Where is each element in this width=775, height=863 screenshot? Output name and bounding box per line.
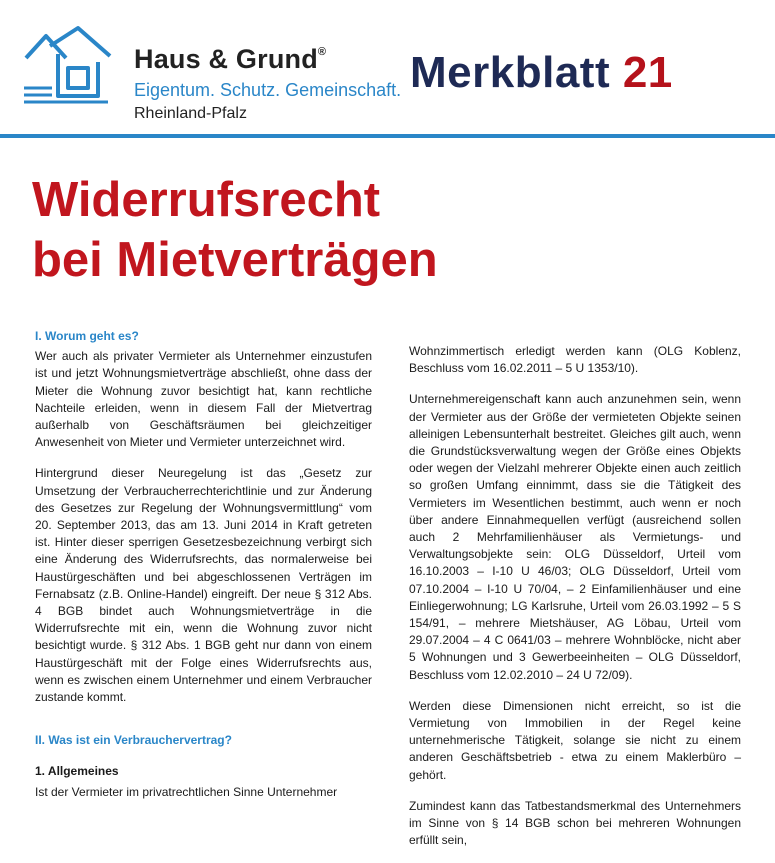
paragraph: Ist der Vermieter im privatrechtlichen Sinne Unternehmer — [35, 784, 338, 799]
left-column — [35, 328, 372, 815]
brand-slogan: Eigentum. Schutz. Gemeinschaft. — [134, 80, 402, 100]
paragraph: Werden diese Dimensionen nicht erreicht, so ist die Vermietung von Immobilien in der Regel keine unternehmerische Tätigkeit, solange sie nicht zu einem anderen Geschäftsbetrieb - etwa zu einem Maklerbüro – gehört. — [409, 698, 741, 782]
paragraph: Zumindest kann das Tatbestandsmerkmal des Unternehmers im Sinne von § 14 BGB schon bei mehreren Wohnungen erfüllt sein, — [409, 798, 741, 848]
sheet-number: 21 — [622, 48, 673, 97]
title-line-2: bei Mietverträgen — [32, 233, 438, 287]
section-heading-1: I. Worum geht es? — [35, 329, 139, 343]
page-header — [0, 0, 775, 138]
sheet-title — [410, 48, 673, 98]
sheet-label: Merkblatt — [410, 48, 611, 97]
title-line-1: Widerrufsrecht — [32, 173, 381, 227]
section-heading-2: II. Was ist ein Verbrauchervertrag? — [35, 733, 232, 748]
subsection-heading-1: 1. Allgemeines — [35, 764, 119, 779]
brand-name: Haus & Grund® — [134, 44, 327, 74]
paragraph: Wer auch als privater Vermieter als Unternehmer einzustufen ist und jetzt Wohnungsmietverträge abschließt, ohne dass der Mieter die Wohnung zuvor besichtigt hat, kann rechtliche Nachteile erleiden, wenn in diesem Fall der Mietvertrag außerhalb von Geschäftsräumen bei gleichzeitiger Anwesenheit von Mieter und Vermieter unterzeichnet wird. — [35, 349, 372, 450]
paragraph: Unternehmereigenschaft kann auch anzunehmen sein, wenn der Vermieter aus der Größe der vermieteten Objekte seinen alleinigen Lebensunterhalt bestreitet. Gleiches gilt auch, wenn die Grundstücksverwaltung wegen der Größe eines Objekts oder wegen der Vielzahl mehrerer Objekte einen auch zeitlich so großen Umfang einnimmt, dass sie die Tätigkeit des Vermieters im Wesentlichen bestimmt, auch wenn er noch über andere Einnahmequellen verfügt (ausreichend sollen auch 2 Mehrfamilienhäuser als Vermietungs- und Verwaltungsobjekte sein: OLG Düsseldorf, Urteil vom 16.10.2003 – I-10 U 46/03; OLG Düsseldorf, Urteil vom 07.10.2004 – I-10 U 70/04, – 2 Einfamilienhäuser und eine Einliegerwohnung; LG Karlsruhe, Urteil vom 26.03.1992 – 5 S 154/91, – mehrere Mietshäuser, AG Löbau, Urteil vom 29.07.2004 – 4 C 0641/03 – mehrere Wohnblöcke, nicht aber 5 Wohnungen und 3 Gewerbeeinheiten – OLG Düsseldorf, Beschluss vom 12.02.2010 – 24 U 72/09). — [409, 392, 741, 682]
document-title — [32, 170, 438, 290]
paragraph: Wohnzimmertisch erledigt werden kann (OLG Koblenz, Beschluss vom 16.02.2011 – 5 U 1353/10). — [409, 344, 741, 376]
header-divider — [0, 134, 775, 138]
house-logo-icon — [22, 24, 112, 104]
right-column — [409, 343, 741, 863]
paragraph: Hintergrund dieser Neuregelung ist das „Gesetz zur Umsetzung der Verbraucherrechterichtlinie und zur Änderung des Gesetzes zur Regelung der Wohnungsvermittlung“ vom 20. September 2013, das am 13. Juni 2014 in Kraft getreten ist. Hinter dieser sperrigen Gesetzesbezeichnung verbirgt sich eine Änderung des Widerrufsrechts, das normalerweise bei Haustürgeschäften und bei abgeschlossenen Verträgen im Fernabsatz (z.B. Online-Handel) eingreift. Der neue § 312 Abs. 4 BGB bindet auch Wohnungsmietverträge in die Widerrufsrechte mit ein, wenn die Wohnung zuvor nicht besichtigt wurde. § 312 Abs. 1 BGB geht nur dann von einem Haustürgeschäft mit der Folge eines Widerrufsrechts aus, wenn es zwischen einem Unternehmer und einem Verbraucher zustande kommt. — [35, 466, 372, 705]
brand-region: Rheinland-Pfalz — [134, 105, 247, 122]
